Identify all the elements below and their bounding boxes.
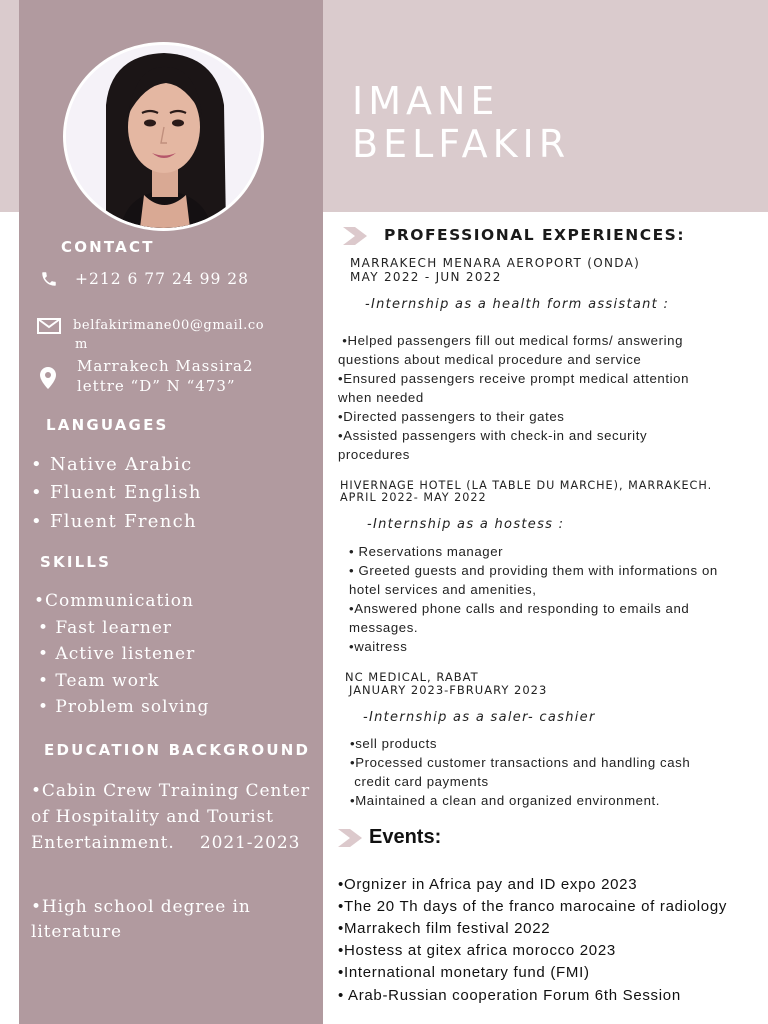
education-item-line: Entertainment. 2021-2023 [31,833,301,853]
event-item: •Marrakech film festival 2022 [338,920,551,937]
contact-email[interactable]: belfakirimane00@gmail.co [73,318,265,333]
skill-item: • Team work [38,671,160,691]
job-company: HIVERNAGE HOTEL (LA TABLE DU MARCHE), MARRAKECH. [340,479,713,492]
events-heading: Events: [369,826,442,848]
job-bullet: procedures [338,447,410,462]
job-bullet: credit card payments [350,774,489,789]
contact-address-line1: Marrakech Massira2 [77,357,254,375]
job-bullet: •Ensured passengers receive prompt medical attention [338,371,690,386]
skill-item: • Problem solving [38,697,210,717]
language-item: • Fluent English [31,482,202,503]
education-item-line: •High school degree in [31,897,251,917]
job-bullet: •waitress [349,639,408,654]
location-pin-icon [39,366,57,390]
email-icon [37,318,61,334]
chevron-right-icon [338,829,364,847]
job-bullet: •Processed customer transactions and handling cash [350,755,691,770]
experience-heading: PROFESSIONAL EXPERIENCES: [384,226,686,244]
skill-item: • Active listener [38,644,196,664]
job-dates: MAY 2022 - JUN 2022 [350,270,502,284]
phone-icon [40,270,58,288]
job-bullet: •Answered phone calls and responding to emails and [349,601,690,616]
education-heading: EDUCATION BACKGROUND [44,741,311,759]
language-item: • Native Arabic [31,454,193,475]
skill-item: •Communication [34,591,194,611]
event-item: • Arab-Russian cooperation Forum 6th Session [338,987,681,1004]
job-bullet: •Assisted passengers with check-in and security [338,428,648,443]
job-bullet: •sell products [350,736,438,751]
job-bullet: • Reservations manager [349,544,504,559]
education-item-line: •Cabin Crew Training Center [31,781,310,801]
job-dates: JANUARY 2023-FBRUARY 2023 [349,683,548,697]
skill-item: • Fast learner [38,618,173,638]
job-role: -Internship as a health form assistant : [365,297,670,312]
job-bullet: messages. [349,620,419,635]
languages-heading: LANGUAGES [46,416,169,434]
contact-email-wrap: m [75,337,88,352]
profile-photo [63,42,264,231]
contact-heading: CONTACT [61,238,155,256]
job-bullet: •Directed passengers to their gates [338,409,565,424]
job-company: NC MEDICAL, RABAT [345,670,479,684]
language-item: • Fluent French [31,511,197,532]
job-dates: APRIL 2022- MAY 2022 [340,491,487,504]
job-role: -Internship as a hostess : [367,517,565,532]
job-role: -Internship as a saler- cashier [363,710,596,725]
contact-phone: +212 6 77 24 99 28 [75,270,249,288]
name-last: BELFAKIR [352,122,571,166]
skills-heading: SKILLS [40,553,112,571]
job-bullet: hotel services and amenities, [349,582,537,597]
job-bullet: • Greeted guests and providing them with informations on [349,563,718,578]
event-item: •The 20 Th days of the franco marocaine of radiology [338,898,728,915]
header-band-left [0,0,19,212]
contact-address-line2: lettre “D” N “473” [77,377,236,395]
event-item: •International monetary fund (FMI) [338,964,590,981]
chevron-right-icon [343,227,369,245]
job-bullet: •Helped passengers fill out medical forms/ answering [338,333,684,348]
event-item: •Hostess at gitex africa morocco 2023 [338,942,616,959]
job-company: MARRAKECH MENARA AEROPORT (ONDA) [350,256,641,270]
education-item-line: of Hospitality and Tourist [31,807,274,827]
name-first: IMANE [352,79,500,123]
job-bullet: •Maintained a clean and organized environment. [350,793,661,808]
event-item: •Orgnizer in Africa pay and ID expo 2023 [338,876,638,893]
job-bullet: questions about medical procedure and service [338,352,642,367]
job-bullet: when needed [338,390,424,405]
education-item-line: literature [31,922,122,942]
